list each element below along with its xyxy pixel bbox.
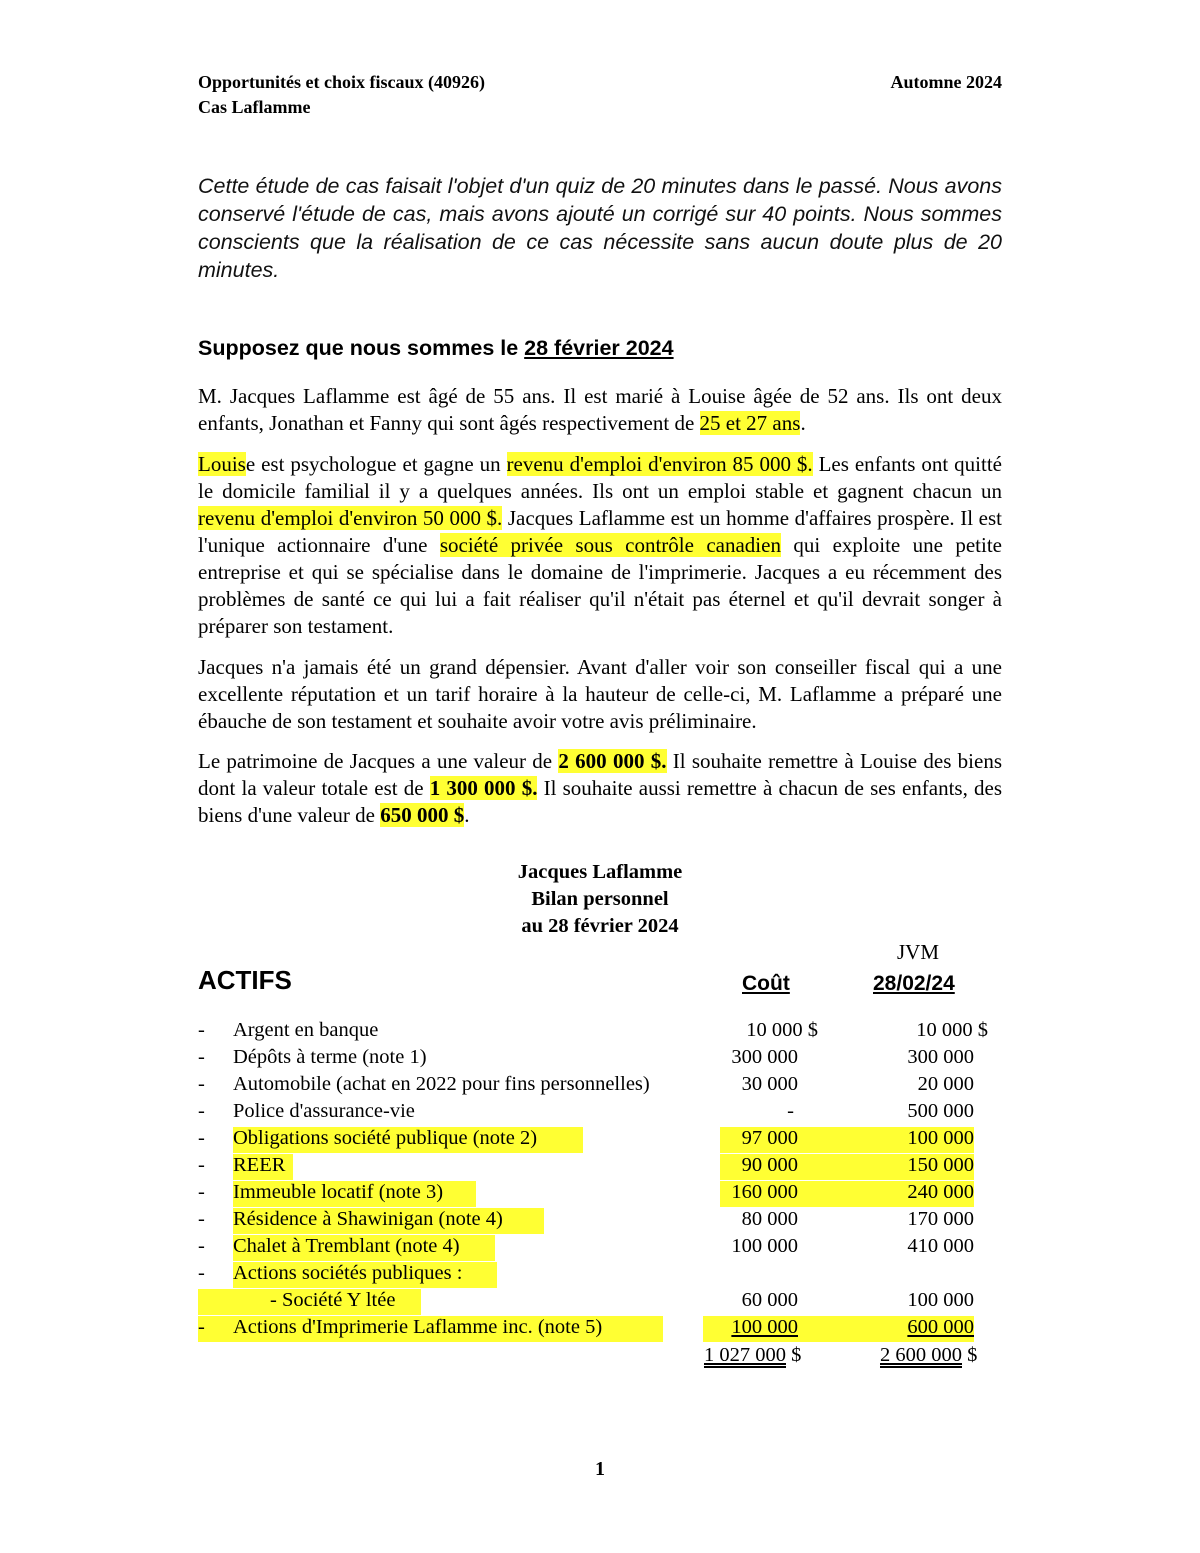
p4-text-1: Le patrimoine de Jacques a une valeur de — [198, 749, 559, 773]
p2-ccpc: société privée sous contrôle canadien — [439, 533, 781, 557]
asset-jvm: 600 000 — [907, 1316, 974, 1338]
paragraph-situation — [198, 451, 1002, 640]
asset-row — [198, 1125, 998, 1151]
p4-louise-amount: 1 300 000 $. — [429, 776, 538, 800]
total-cost-value: 1 027 000 — [704, 1344, 786, 1366]
total-jvm — [880, 1342, 977, 1368]
intro-note: Cette étude de cas faisait l'objet d'un quiz de 20 minutes dans le passé. Nous avons conservé l'étude de cas, mais avons ajouté un corrigé sur 40 points. Nous sommes conscients que la réalisation de ce cas nécessite sans aucun doute plus de 20 minutes. — [198, 174, 1002, 282]
case-title: Cas Laflamme — [198, 97, 311, 117]
row-dash: - — [198, 1100, 205, 1122]
page-number: 1 — [595, 1458, 605, 1480]
p2-text-1: e est psychologue et gagne un — [245, 452, 507, 476]
p1-text: M. Jacques Laflamme est âgé de 55 ans. Il est marié à Louise âgée de 52 ans. Ils ont deux enfants, Jonathan et Fanny qui sont âgés respectivement de — [198, 384, 1002, 435]
asset-jvm: 10 000 $ — [916, 1019, 988, 1041]
asset-cost: 100 000 — [731, 1316, 798, 1338]
row-dash: - — [198, 1019, 205, 1041]
asset-jvm: 150 000 — [907, 1154, 974, 1176]
heading-prefix: Supposez que nous sommes le — [198, 336, 525, 360]
asset-jvm: 170 000 — [907, 1208, 974, 1230]
col-jvm-header: 28/02/24 — [873, 972, 955, 995]
total-jvm-value: 2 600 000 — [880, 1344, 962, 1366]
row-dash: - — [198, 1235, 205, 1257]
row-dash: - — [198, 1154, 205, 1176]
asset-jvm: 240 000 — [907, 1181, 974, 1203]
asset-cost: 160 000 — [731, 1181, 798, 1203]
asset-jvm: 20 000 — [917, 1073, 974, 1095]
asset-cost: 97 000 — [741, 1127, 798, 1149]
asset-cost: 100 000 — [731, 1235, 798, 1257]
paragraph-estate — [198, 748, 1002, 829]
paragraph-will: Jacques n'a jamais été un grand dépensier. Avant d'aller voir son conseiller fiscal qui a une excellente réputation et un tarif horaire à la hauteur de celle-ci, M. Laflamme a préparé une ébauche de son testament et souhaite avoir votre avis préliminaire. — [198, 655, 1002, 733]
row-dash: - — [198, 1208, 205, 1230]
p2-text-3: Jacques Laflamme est un homme d'affaires prospère. Il est l'unique actionnaire d'une — [198, 506, 1002, 557]
asset-label: Police d'assurance-vie — [233, 1100, 415, 1122]
balance-title-date: au 28 février 2024 — [521, 915, 679, 937]
total-jvm-currency: $ — [967, 1344, 978, 1366]
asset-row — [198, 1179, 998, 1205]
asset-cost: 80 000 — [741, 1208, 798, 1230]
asset-cost: 300 000 — [731, 1046, 798, 1068]
col-cost-header: Coût — [742, 972, 790, 995]
asset-label: Actions d'Imprimerie Laflamme inc. (note 5) — [233, 1316, 603, 1338]
row-dash: - — [198, 1316, 205, 1338]
asset-cost: 30 000 — [741, 1073, 798, 1095]
asset-cost: - — [787, 1100, 794, 1122]
asset-row — [198, 1017, 998, 1043]
asset-label: REER — [233, 1154, 286, 1176]
actifs-heading: ACTIFS — [198, 965, 292, 995]
row-dash: - — [198, 1181, 205, 1203]
asset-cost: 60 000 — [741, 1289, 798, 1311]
asset-label: - Société Y ltée — [270, 1289, 396, 1311]
asset-jvm: 100 000 — [907, 1289, 974, 1311]
asset-jvm: 500 000 — [907, 1100, 974, 1122]
p2-income-louise: revenu d'emploi d'environ 85 000 $. — [506, 452, 813, 476]
total-cost-currency: $ — [791, 1344, 802, 1366]
p4-end: . — [464, 803, 470, 827]
asset-cost: 10 000 $ — [746, 1019, 818, 1041]
course-title: Opportunités et choix fiscaux (40926) — [198, 72, 485, 92]
asset-row — [198, 1287, 998, 1313]
asset-label: Actions sociétés publiques : — [233, 1262, 463, 1284]
p2-income-children: revenu d'emploi d'environ 50 000 $. — [198, 506, 503, 530]
balance-title-name: Jacques Laflamme — [517, 861, 683, 883]
term-label: Automne 2024 — [890, 72, 1002, 92]
p2-text-2: Les enfants ont quitté le domicile familial il y a quelques années. Ils ont un emploi stable et gagnent chacun un — [198, 452, 1002, 503]
asset-label: Immeuble locatif (note 3) — [233, 1181, 444, 1203]
asset-row — [198, 1152, 998, 1178]
asset-jvm: 300 000 — [907, 1046, 974, 1068]
heading-date: 28 février 2024 — [524, 336, 674, 360]
balance-title-type: Bilan personnel — [531, 888, 669, 910]
asset-row — [198, 1314, 998, 1340]
total-cost — [704, 1342, 801, 1368]
asset-label: Argent en banque — [233, 1019, 379, 1041]
asset-row — [198, 1260, 998, 1286]
asset-jvm: 100 000 — [907, 1127, 974, 1149]
asset-label: Résidence à Shawinigan (note 4) — [233, 1208, 503, 1230]
row-dash: - — [198, 1127, 205, 1149]
asset-cost: 90 000 — [741, 1154, 798, 1176]
row-dash: - — [198, 1262, 205, 1284]
paragraph-family — [198, 383, 1002, 437]
asset-jvm: 410 000 — [907, 1235, 974, 1257]
page-header — [198, 70, 1002, 120]
row-dash: - — [198, 1046, 205, 1068]
p4-child-amount: 650 000 $ — [380, 803, 465, 827]
p4-total: 2 600 000 $. — [558, 749, 667, 773]
asset-row — [198, 1044, 998, 1070]
p2-text-4: qui exploite une petite entreprise et qui se spécialise dans le domaine de l'imprimerie. Jacques a eu récemment des problèmes de santé ce qui lui a fait réaliser qu'il n'était pas éternel et qu'il devrait songer à préparer son testament. — [198, 533, 1002, 638]
asset-label: Automobile (achat en 2022 pour fins personnelles) — [233, 1073, 650, 1095]
asset-label: Chalet à Tremblant (note 4) — [233, 1235, 460, 1257]
asset-row — [198, 1233, 998, 1259]
asset-row — [198, 1098, 998, 1124]
asset-row — [198, 1071, 998, 1097]
asset-label: Dépôts à terme (note 1) — [233, 1046, 427, 1068]
asset-label: Obligations société publique (note 2) — [233, 1127, 538, 1149]
p4-text-3: Il souhaite aussi remettre à chacun de ses enfants, des biens d'une valeur de — [198, 776, 1002, 827]
section-heading — [198, 336, 674, 361]
row-dash: - — [198, 1073, 205, 1095]
p1-end: . — [800, 411, 806, 435]
col-jvm-top: JVM — [897, 940, 940, 964]
p4-text-2: Il souhaite remettre à Louise des biens dont la valeur totale est de — [198, 749, 1003, 800]
p1-ages: 25 et 27 ans — [699, 411, 801, 435]
p2-louise: Louis — [198, 452, 246, 476]
asset-row — [198, 1206, 998, 1232]
